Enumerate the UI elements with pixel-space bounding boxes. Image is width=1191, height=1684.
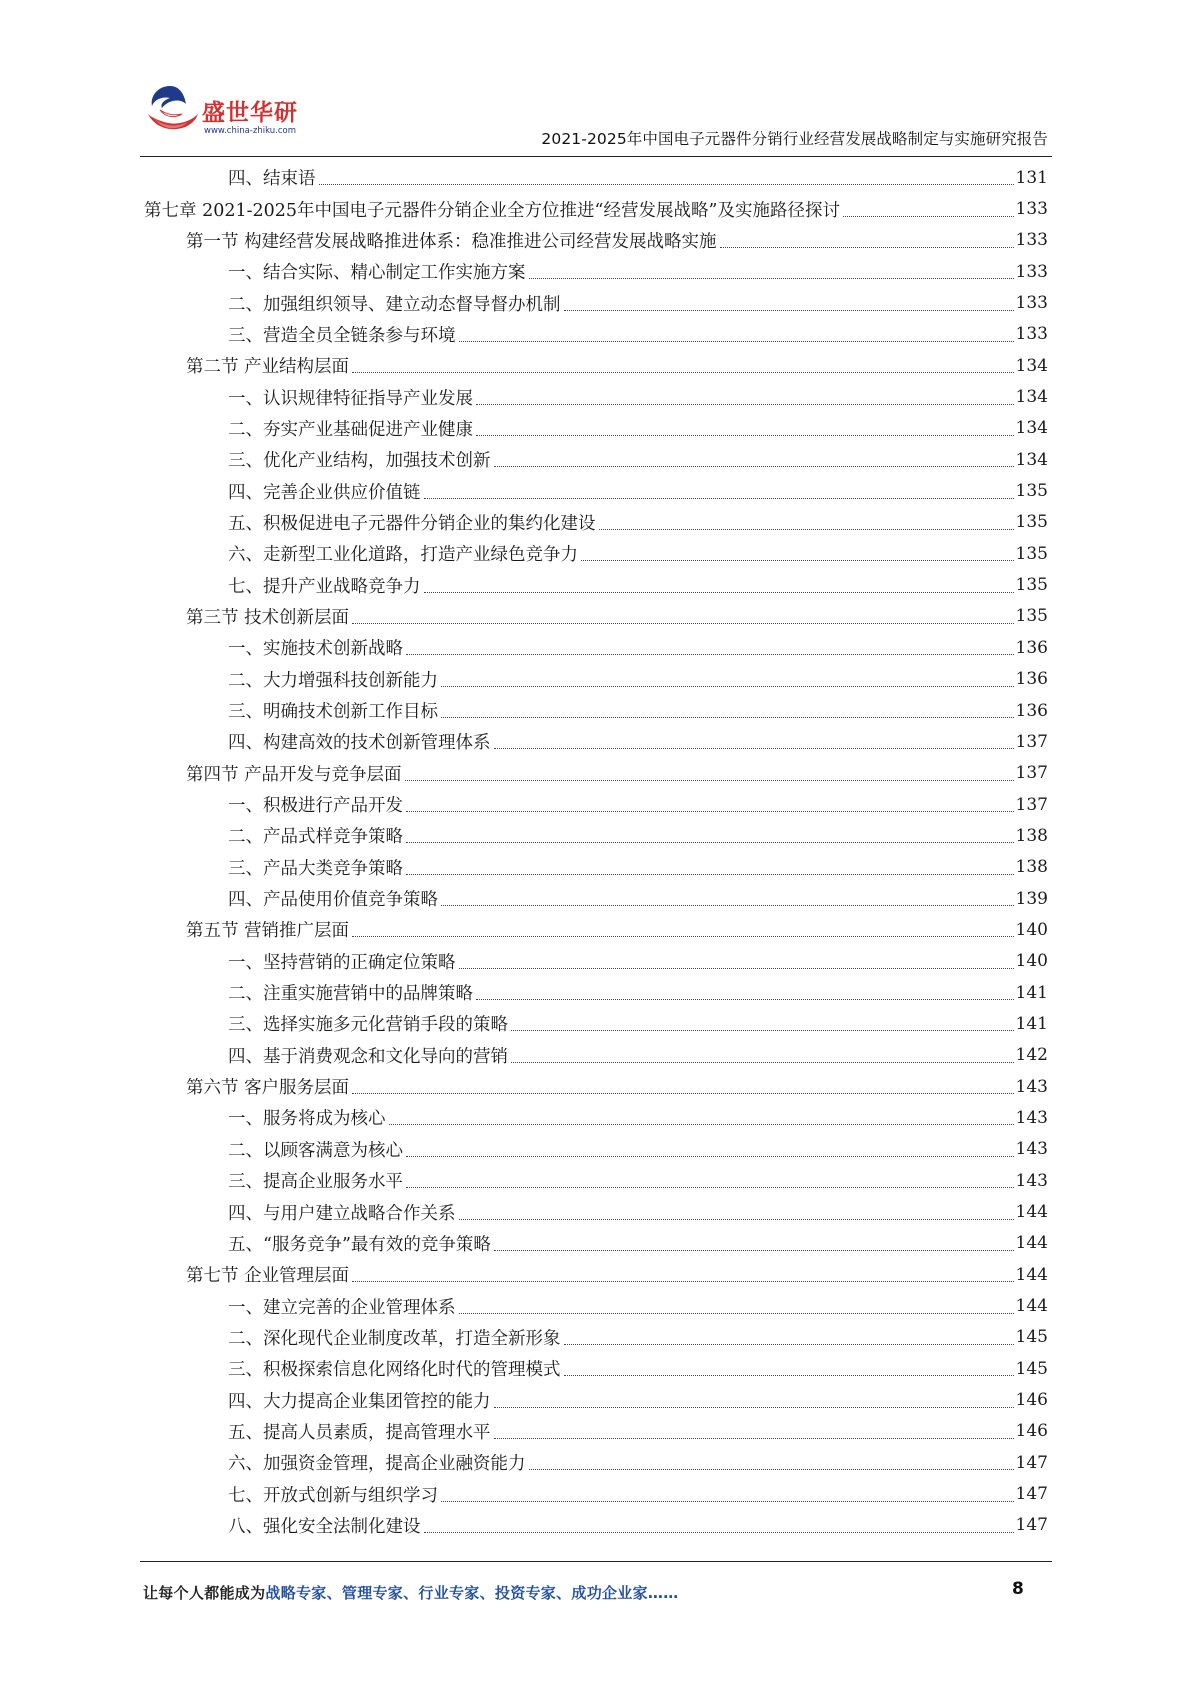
toc-page-number: 137	[1015, 763, 1048, 784]
toc-page-number: 145	[1015, 1358, 1048, 1379]
toc-item[interactable]	[144, 256, 1048, 287]
toc-leader-dots	[352, 936, 1013, 937]
toc-section[interactable]	[144, 758, 1048, 789]
slogan-highlight: 战略专家、管理专家、行业专家、投资专家、成功企业家……	[265, 1584, 679, 1602]
toc-leader-dots	[406, 654, 1014, 655]
toc-page-number: 135	[1015, 512, 1048, 533]
toc-leader-dots	[720, 247, 1014, 248]
toc-page-number: 144	[1015, 1233, 1048, 1254]
toc-leader-dots	[599, 529, 1014, 530]
toc-label: 二、以顾客满意为核心	[228, 1140, 403, 1161]
toc-label: 一、建立完善的企业管理体系	[228, 1297, 456, 1318]
toc-label: 四、完善企业供应价值链	[228, 482, 421, 503]
toc-label: 第一节 构建经营发展战略推进体系：稳准推进公司经营发展战略实施	[186, 231, 717, 252]
toc-page-number: 143	[1015, 1107, 1048, 1128]
toc-label: 第七节 企业管理层面	[186, 1266, 350, 1287]
toc-label: 四、结束语	[228, 169, 316, 190]
toc-page-number: 136	[1015, 637, 1048, 658]
toc-label: 五、“服务竞争”最有效的竞争策略	[228, 1234, 491, 1255]
toc-label: 三、选择实施多元化营销手段的策略	[228, 1015, 508, 1036]
toc-page-number: 137	[1015, 731, 1048, 752]
toc-label: 三、积极探索信息化网络化时代的管理模式	[228, 1360, 561, 1381]
toc-leader-dots	[352, 372, 1013, 373]
toc-label: 一、结合实际、精心制定工作实施方案	[228, 263, 526, 284]
toc-label: 四、与用户建立战略合作关系	[228, 1203, 456, 1224]
toc-page-number: 144	[1015, 1296, 1048, 1317]
toc-label: 二、加强组织领导、建立动态督导督办机制	[228, 294, 561, 315]
toc-page-number: 136	[1015, 700, 1048, 721]
toc-leader-dots	[441, 686, 1014, 687]
toc-item[interactable]	[144, 413, 1048, 444]
header-divider	[140, 156, 1052, 157]
toc-leader-dots	[441, 1501, 1014, 1502]
toc-leader-dots	[564, 310, 1014, 311]
toc-label: 四、大力提高企业集团管控的能力	[228, 1391, 491, 1412]
toc-page-number: 143	[1015, 1139, 1048, 1160]
toc-leader-dots	[424, 498, 1014, 499]
toc-item[interactable]	[144, 1384, 1048, 1415]
toc-page-number: 144	[1015, 1202, 1048, 1223]
toc-leader-dots	[564, 1344, 1014, 1345]
report-title: 2021-2025年中国电子元器件分销行业经营发展战略制定与实施研究报告	[541, 130, 1048, 148]
toc-page-number: 146	[1015, 1390, 1048, 1411]
toc-label: 八、强化安全法制化建设	[228, 1516, 421, 1537]
toc-label: 七、提升产业战略竞争力	[228, 576, 421, 597]
toc-leader-dots	[459, 968, 1014, 969]
toc-leader-dots	[476, 999, 1014, 1000]
toc-section[interactable]	[144, 1259, 1048, 1290]
toc-label: 一、实施技术创新战略	[228, 639, 403, 660]
toc-item[interactable]	[144, 287, 1048, 318]
toc-label: 三、明确技术创新工作目标	[228, 702, 438, 723]
toc-item[interactable]	[144, 319, 1048, 350]
toc-leader-dots	[494, 1250, 1014, 1251]
toc-page-number: 144	[1015, 1264, 1048, 1285]
toc-item[interactable]	[144, 1353, 1048, 1384]
toc-item[interactable]	[144, 1510, 1048, 1541]
slogan-lead: 让每个人都能成为	[143, 1584, 266, 1602]
toc-page-number: 136	[1015, 669, 1048, 690]
toc-item[interactable]	[144, 946, 1048, 977]
toc-page-number: 134	[1015, 387, 1048, 408]
toc-leader-dots	[459, 341, 1014, 342]
toc-leader-dots	[405, 780, 1014, 781]
toc-leader-dots	[459, 1219, 1014, 1220]
toc-leader-dots	[352, 1093, 1013, 1094]
toc-leader-dots	[424, 1532, 1014, 1533]
toc-item[interactable]	[144, 664, 1048, 695]
toc-page-number: 134	[1015, 418, 1048, 439]
toc-item[interactable]	[144, 1102, 1048, 1133]
toc-leader-dots	[352, 623, 1013, 624]
toc-label: 第六节 客户服务层面	[186, 1078, 350, 1099]
toc-page-number: 134	[1015, 355, 1048, 376]
toc-page-number: 140	[1015, 951, 1048, 972]
toc-leader-dots	[406, 1187, 1014, 1188]
toc-label: 二、注重实施营销中的品牌策略	[228, 984, 473, 1005]
logo-url: www.china-zhiku.com	[204, 126, 296, 136]
toc-page-number: 133	[1015, 324, 1048, 345]
toc-section[interactable]	[144, 1071, 1048, 1102]
toc-page-number: 143	[1015, 1076, 1048, 1097]
toc-page-number: 139	[1015, 888, 1048, 909]
toc-page-number: 133	[1015, 293, 1048, 314]
toc-leader-dots	[494, 1438, 1014, 1439]
toc-item[interactable]	[144, 1447, 1048, 1478]
toc-page-number: 146	[1015, 1421, 1048, 1442]
toc-item[interactable]	[144, 569, 1048, 600]
toc-label: 七、开放式创新与组织学习	[228, 1485, 438, 1506]
toc-item[interactable]	[144, 1165, 1048, 1196]
toc-leader-dots	[406, 1156, 1014, 1157]
toc-label: 六、走新型工业化道路，打造产业绿色竞争力	[228, 545, 578, 566]
toc-item[interactable]	[144, 726, 1048, 757]
toc-leader-dots	[494, 748, 1014, 749]
toc-page-number: 135	[1015, 606, 1048, 627]
toc-leader-dots	[581, 560, 1014, 561]
toc-label: 一、服务将成为核心	[228, 1109, 386, 1130]
toc-leader-dots	[441, 717, 1014, 718]
toc-item[interactable]	[144, 632, 1048, 663]
toc-section[interactable]	[144, 601, 1048, 632]
toc-leader-dots	[441, 905, 1014, 906]
toc-page-number: 133	[1015, 199, 1048, 220]
toc-item[interactable]	[144, 789, 1048, 820]
toc-label: 二、大力增强科技创新能力	[228, 670, 438, 691]
toc-leader-dots	[352, 1281, 1013, 1282]
toc-label: 一、认识规律特征指导产业发展	[228, 388, 473, 409]
toc-label: 三、营造全员全链条参与环境	[228, 325, 456, 346]
toc-item[interactable]	[144, 1290, 1048, 1321]
toc-page-number: 131	[1015, 167, 1048, 188]
toc-section[interactable]	[144, 225, 1048, 256]
logo-emblem-icon	[140, 80, 202, 142]
toc-label: 三、优化产业结构，加强技术创新	[228, 451, 491, 472]
toc-page-number: 140	[1015, 919, 1048, 940]
footer-slogan	[143, 1582, 679, 1603]
toc-page-number: 147	[1015, 1484, 1048, 1505]
toc-item[interactable]	[144, 381, 1048, 412]
page-header	[140, 80, 1050, 160]
toc-label: 四、基于消费观念和文化导向的营销	[228, 1046, 508, 1067]
toc-item[interactable]	[144, 883, 1048, 914]
toc-leader-dots	[843, 216, 1014, 217]
toc-section[interactable]	[144, 914, 1048, 945]
toc-label: 五、积极促进电子元器件分销企业的集约化建设	[228, 513, 596, 534]
footer-divider	[140, 1561, 1052, 1562]
toc-label: 第二节 产业结构层面	[186, 357, 350, 378]
toc-item[interactable]	[144, 852, 1048, 883]
toc-label: 第四节 产品开发与竞争层面	[186, 764, 402, 785]
toc-page-number: 134	[1015, 449, 1048, 470]
toc-leader-dots	[389, 1124, 1014, 1125]
toc-item[interactable]	[144, 538, 1048, 569]
toc-page-number: 147	[1015, 1515, 1048, 1536]
toc-page-number: 135	[1015, 481, 1048, 502]
toc-leader-dots	[406, 811, 1014, 812]
toc-label: 三、产品大类竞争策略	[228, 858, 403, 879]
toc-label: 二、深化现代企业制度改革，打造全新形象	[228, 1328, 561, 1349]
toc-item[interactable]	[144, 475, 1048, 506]
toc-page-number: 135	[1015, 575, 1048, 596]
toc-label: 一、坚持营销的正确定位策略	[228, 952, 456, 973]
toc-item[interactable]	[144, 1416, 1048, 1447]
toc-page-number: 135	[1015, 543, 1048, 564]
toc-leader-dots	[511, 1030, 1014, 1031]
toc-leader-dots	[529, 278, 1014, 279]
toc-item[interactable]	[144, 1478, 1048, 1509]
toc-item[interactable]	[144, 444, 1048, 475]
toc-leader-dots	[476, 435, 1014, 436]
toc-label: 四、构建高效的技术创新管理体系	[228, 733, 491, 754]
toc-label: 四、产品使用价值竞争策略	[228, 890, 438, 911]
toc-item[interactable]	[144, 162, 1048, 193]
toc-page-number: 138	[1015, 857, 1048, 878]
logo-name: 盛世华研	[202, 100, 298, 126]
toc-item[interactable]	[144, 1008, 1048, 1039]
toc-page-number: 141	[1015, 1013, 1048, 1034]
toc-page-number: 143	[1015, 1170, 1048, 1191]
toc-page-number: 141	[1015, 982, 1048, 1003]
toc-leader-dots	[564, 1375, 1014, 1376]
toc-page-number: 147	[1015, 1452, 1048, 1473]
toc-leader-dots	[406, 842, 1014, 843]
toc-item[interactable]	[144, 695, 1048, 726]
toc-page-number: 133	[1015, 261, 1048, 282]
toc-section[interactable]	[144, 350, 1048, 381]
toc-page-number: 138	[1015, 825, 1048, 846]
toc-leader-dots	[459, 1313, 1014, 1314]
toc-page-number: 137	[1015, 794, 1048, 815]
toc-item[interactable]	[144, 820, 1048, 851]
toc-label: 三、提高企业服务水平	[228, 1172, 403, 1193]
toc-page-number: 133	[1015, 230, 1048, 251]
toc-chapter[interactable]	[144, 193, 1048, 224]
toc-item[interactable]	[144, 1040, 1048, 1071]
toc-item[interactable]	[144, 1228, 1048, 1259]
toc-item[interactable]	[144, 1322, 1048, 1353]
toc-leader-dots	[529, 1469, 1014, 1470]
toc-label: 一、积极进行产品开发	[228, 796, 403, 817]
toc-item[interactable]	[144, 977, 1048, 1008]
toc-leader-dots	[494, 466, 1014, 467]
toc-leader-dots	[319, 184, 1014, 185]
toc-item[interactable]	[144, 1196, 1048, 1227]
company-logo	[140, 80, 330, 150]
toc-label: 二、夯实产业基础促进产业健康	[228, 419, 473, 440]
page-number: 8	[1012, 1579, 1024, 1599]
toc-label: 五、提高人员素质，提高管理水平	[228, 1422, 491, 1443]
toc-item[interactable]	[144, 1134, 1048, 1165]
toc-label: 二、产品式样竞争策略	[228, 827, 403, 848]
toc-leader-dots	[511, 1062, 1014, 1063]
toc-leader-dots	[476, 404, 1014, 405]
toc-item[interactable]	[144, 507, 1048, 538]
table-of-contents	[144, 162, 1048, 1541]
toc-label: 第五节 营销推广层面	[186, 921, 350, 942]
toc-leader-dots	[406, 874, 1014, 875]
toc-page-number: 142	[1015, 1045, 1048, 1066]
toc-label: 第七章 2021-2025年中国电子元器件分销企业全方位推进“经营发展战略”及实施路径探讨	[144, 200, 840, 221]
toc-page-number: 145	[1015, 1327, 1048, 1348]
toc-label: 第三节 技术创新层面	[186, 607, 350, 628]
toc-leader-dots	[424, 592, 1014, 593]
toc-label: 六、加强资金管理，提高企业融资能力	[228, 1454, 526, 1475]
toc-leader-dots	[494, 1407, 1014, 1408]
